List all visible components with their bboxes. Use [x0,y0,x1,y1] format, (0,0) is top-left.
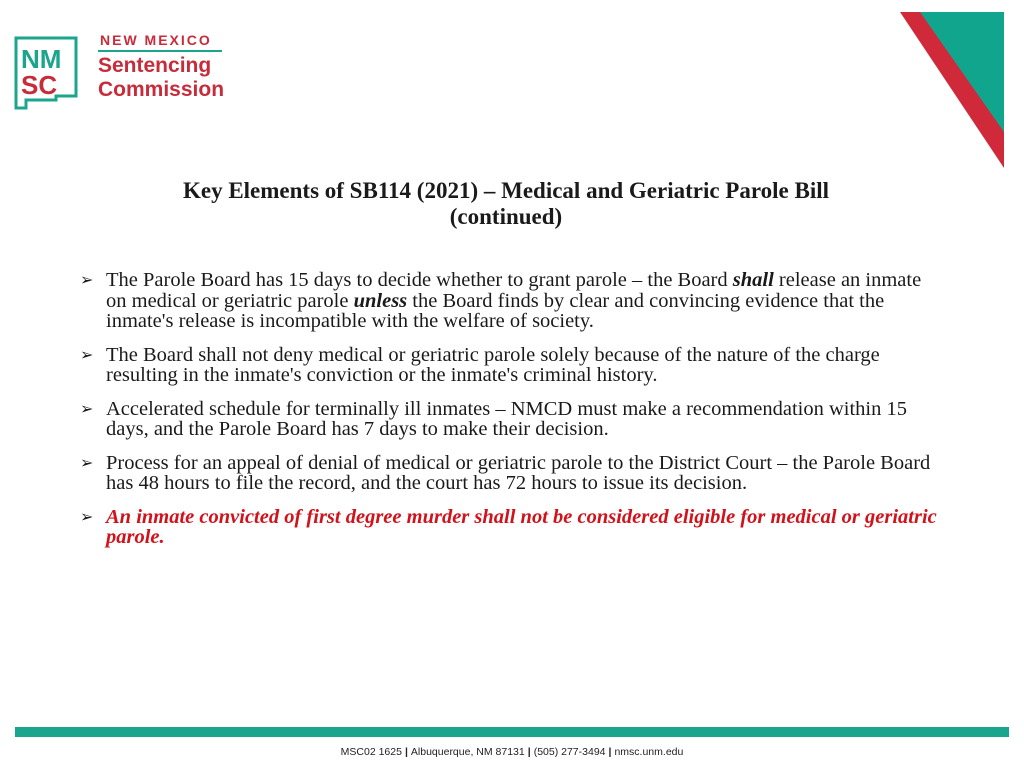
corner-decoration [900,12,1004,168]
logo-org-name-line1: Sentencing [98,54,212,77]
logo-monogram-top: NM [21,44,62,74]
arrowhead-bullet-icon: ➢ [80,344,94,364]
bullet-1-text-pre: The Parole Board has 15 days to decide whether to grant parole – the Board [106,269,733,291]
list-item [80,453,940,494]
bullet-1-text-mid: release an inmate on medical or geriatric parole [106,269,922,312]
logo-monogram-bottom: SC [21,70,58,100]
logo-org-name-line2: Commission [98,78,225,101]
footer-contact [0,746,1024,758]
list-item [80,399,940,440]
bullet-2-text: The Board shall not deny medical or geriatric parole solely because of the nature of the charge resulting in the inmate's conviction or the inmate's criminal history. [106,343,880,386]
bullet-3-text: Accelerated schedule for terminally ill inmates – NMCD must make a recommendation within 15 days, and the Parole Board has 7 days to make their decision. [106,397,907,440]
list-item [80,270,940,332]
footer-separator: | [404,746,408,758]
bullet-list [80,270,940,561]
footer-address-2: Albuquerque, NM 87131 [410,746,525,758]
arrowhead-bullet-icon: ➢ [80,270,94,289]
bullet-1-emphasis-shall: shall [732,269,774,291]
nmsc-logo [12,30,232,114]
bullet-1-text-post: the Board finds by clear and convincing evidence that the inmate's release is incompatible with the welfare of society. [106,289,885,332]
footer-separator: | [527,746,531,758]
slide-title-line2: (continued) [449,204,563,229]
slide-title-line1: Key Elements of SB114 (2021) – Medical and Geriatric Parole Bill [182,178,830,203]
bullet-4-text: Process for an appeal of denial of medical or geriatric parole to the District Court – the Parole Board has 48 hours to file the record, and the court has 72 hours to issue its decision. [106,451,931,494]
arrowhead-bullet-icon: ➢ [80,452,94,472]
logo-org-state: NEW MEXICO [100,32,212,48]
footer-bar [15,727,1009,737]
arrowhead-bullet-icon: ➢ [80,506,94,526]
list-item [80,507,940,548]
new-mexico-state-outline-icon [12,34,80,114]
bullet-1-emphasis-unless: unless [353,289,408,312]
footer-website[interactable]: nmsc.unm.edu [614,746,684,758]
slide-title [100,178,912,230]
footer-phone: (505) 277-3494 [533,746,606,758]
logo-org-name [98,54,224,102]
bullet-5-text: An inmate convicted of first degree murder shall not be considered eligible for medical or geriatric parole. [106,505,937,548]
logo-divider [98,50,222,52]
list-item [80,345,940,386]
footer-separator: | [608,746,612,758]
arrowhead-bullet-icon: ➢ [80,398,94,418]
footer-address-1: MSC02 1625 [340,746,402,758]
